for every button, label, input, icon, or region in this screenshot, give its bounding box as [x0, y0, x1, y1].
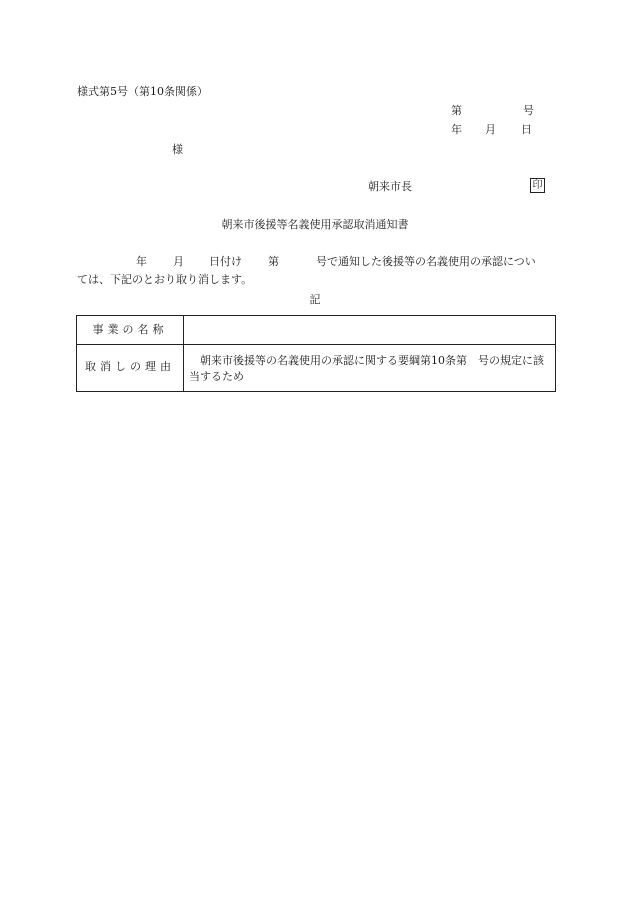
table-header-project-name: 事業の名称 [92, 323, 168, 336]
table-header-reason: 取消しの理由 [85, 360, 175, 373]
body-text-line2: ては、下記のとおり取り消します。 [77, 273, 253, 286]
document-number-prefix: 第 [451, 104, 462, 117]
body-text-line1: 号で通知した後援等の名義使用の承認につい [316, 255, 536, 268]
ki-heading: 記 [309, 293, 321, 306]
sender-title: 朝来市長 [368, 180, 412, 193]
date-month-label: 月 [485, 123, 496, 136]
document-title: 朝来市後援等名義使用承認取消通知書 [221, 218, 409, 231]
document-number-suffix: 号 [523, 104, 534, 117]
seal-mark: 印 [530, 178, 545, 193]
body-month-label: 月 [173, 255, 184, 268]
body-year-label: 年 [136, 255, 147, 268]
table-row-divider [77, 344, 555, 345]
date-year-label: 年 [451, 123, 462, 136]
addressee-honorific: 様 [172, 143, 183, 156]
body-date-label: 日付け [209, 255, 242, 268]
date-day-label: 日 [521, 123, 532, 136]
body-number-prefix: 第 [268, 255, 279, 268]
details-table [76, 315, 556, 392]
table-cell-reason: 朝来市後援等の名義使用の承認に関する要綱第10条第 号の規定に該当するため [189, 354, 544, 383]
table-column-divider [183, 316, 184, 391]
form-number-label: 様式第5号（第10条関係） [77, 85, 208, 98]
